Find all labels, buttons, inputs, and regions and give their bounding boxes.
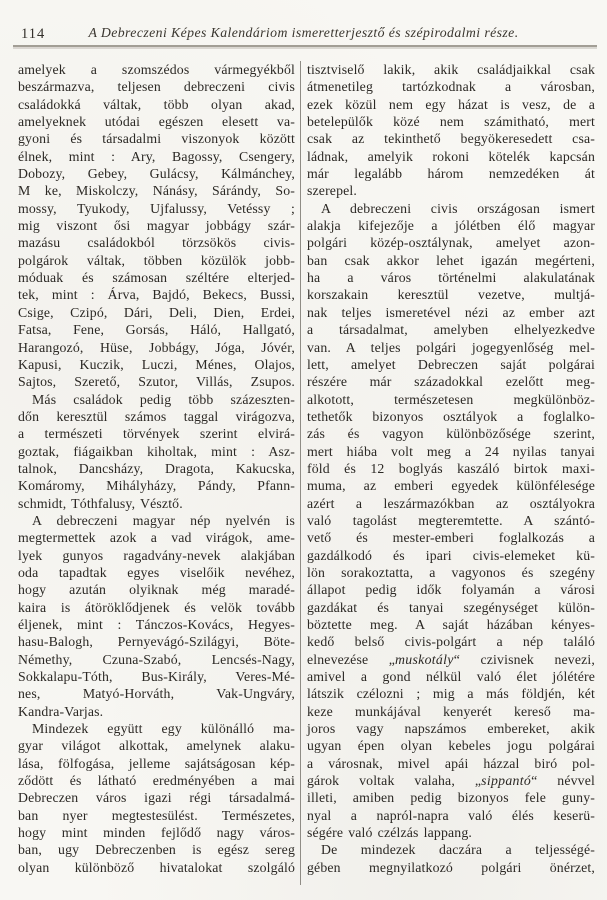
text-line: Sokkalapu-Tóth, Bus-Király, Veres-Mé- [18, 669, 295, 685]
text-line: beszármazva, teljesen debreczeni civis [18, 79, 295, 95]
text-line: Fatsa, Fene, Gorsás, Háló, Hallgató, [18, 322, 295, 338]
text-line: ségére való czélzás lappang. [307, 825, 472, 841]
text-line: Harangozó, Hüse, Jobbágy, Jóga, Jóvér, [18, 339, 295, 355]
text-line: amelyeknek utódai egészen elesett va- [18, 114, 295, 130]
text-line: kaira is átöröklődjenek és velök tovább [18, 599, 295, 615]
text-line: zás és vagyon különbözősége szerint, [307, 426, 595, 442]
text-line: amelyek a szomszédos vármegyékből [18, 62, 295, 77]
text-line: lyek gunyos ragadvány-nevek alakjában [18, 547, 295, 563]
text-line: De mindezek daczára a teljességé- [321, 842, 595, 858]
text-line: lása, fölfogása, jelleme sajátságosan kép- [18, 755, 295, 771]
running-title: A Debreczeni Képes Kalendáriom ismeretterjesztő és szépirodalmi része. [88, 25, 519, 40]
text-line: gárok voltak valaha, „sippantó“ névvel [307, 773, 595, 789]
text-line: részére már századokkal ezelőtt meg- [307, 374, 595, 390]
text-line: elnevezése „muskotály“ czivisnek nevezi, [307, 651, 595, 667]
text-line: föld és 12 boglyás kaszáló birtok maxi- [307, 460, 595, 476]
text-line: polgárok váltak, többen közülök jobb- [18, 252, 295, 268]
text-line: tethetők bizonyos osztályok a foglalko- [307, 408, 595, 424]
text-line: nyal a napról-napra való élés keserü- [307, 807, 595, 823]
text-line: mig viszont ősi magyar jobbágy szár- [18, 218, 295, 234]
text-line: lett, amelyet Debreczen saját polgárai [307, 356, 595, 372]
text-line: azért a leszármazókban az osztályokra [307, 495, 595, 511]
header-rule [13, 45, 597, 47]
text-line: Komáromy, Mihályházy, Pándy, Pfann- [18, 478, 295, 494]
text-line: móduak és számosan széltére elterjed- [18, 270, 295, 286]
text-line: a társadalmat, amelyben elhelyezkedve [307, 322, 595, 338]
text-line: mert hiába volt meg a 24 nyilas tanyai [307, 443, 595, 459]
text-line: mossy, Tyukody, Ujfalussy, Vetéssy ; [18, 200, 295, 216]
text-line: csak az tekinthető begyökeresedett csa- [307, 131, 595, 147]
page-header [0, 25, 607, 43]
text-line: lön sorakoztatta, a vagyonos és szegény [307, 564, 595, 580]
text-line: Debreczen város igazi régi társadalmá- [18, 790, 295, 806]
text-line: alkotott, természetesen megkülönböz- [307, 391, 595, 407]
text-line: ládnak, amelyik rokoni kötelék kapcsán [307, 148, 595, 164]
text-line: élnek, mint : Ary, Bagossy, Csengery, [18, 148, 295, 164]
right-column [307, 61, 595, 885]
text-line: joros vagy napszámos embereket, akik [307, 721, 595, 737]
text-line: Kandra-Varjas. [18, 703, 104, 719]
text-line: hogy azután olyiknak még maradé- [18, 582, 295, 598]
page-number: 114 [21, 26, 46, 42]
text-line: ban csak akkor lehet igazán megérteni, [307, 252, 595, 268]
text-line: átmenetileg tartózkodnak a városban, [307, 79, 595, 95]
text-line: hogy mint minden fejlődő nagy város- [18, 825, 295, 841]
text-line: A debreczeni magyar nép nyelvén is [32, 512, 295, 528]
page-body [18, 61, 595, 885]
text-line: ha a város történelmi alakulatának [307, 270, 595, 286]
text-line: M ke, Miskolczy, Nánásy, Sárándy, So- [18, 183, 295, 199]
text-line: kedő belső civis-polgárt a nép találó [307, 634, 595, 650]
text-line: van. A teljes polgári jogegyenlőség mel- [307, 339, 595, 355]
text-line: Mindezek együtt egy különálló ma- [32, 721, 295, 737]
text-line: Némethy, Czuna-Szabó, Lencsés-Nagy, [18, 651, 295, 667]
text-line: tisztviselő lakik, akik családjaikkal csak [307, 62, 595, 77]
text-line: ződött és látható eredményében a mai [18, 773, 295, 789]
text-line: oda tapadtak egyes viselőik nevéhez, [18, 564, 295, 580]
text-line: hasu-Balogh, Pernyevágó-Szilágyi, Böte- [18, 634, 295, 650]
text-line: amivel a gond nélkül való élet jólétére [307, 669, 595, 685]
text-line: ezek közül nem egy házat is vesz, de a [307, 96, 595, 112]
text-line: a természeti törvények szerint elvirá- [18, 426, 295, 442]
text-line: vető és mester-emberi foglalkozás a [307, 530, 595, 546]
text-line: éljenek, mint : Tánczos-Kovács, Hegyes- [18, 617, 295, 632]
text-line: polgári közép-osztálynak, amelyet azon- [307, 235, 595, 251]
text-line: szerepel. [307, 183, 357, 199]
text-line: a városnak, mivel apái házzal biró pol- [307, 755, 595, 771]
text-line: való tagolást megteremtette. A szántó- [307, 512, 595, 528]
text-line: illeti, amiben pedig bizonyos fele guny- [307, 790, 595, 806]
text-line: gyoni és társadalmi viszonyok között [18, 131, 295, 147]
left-column [18, 61, 295, 885]
text-line: gazdákat és tanyai szegénységet külön- [307, 599, 595, 615]
text-line: gében megnyilatkozó polgári önérzet, [307, 859, 595, 875]
text-line: schmidt, Tóthfalusy, Vésztő. [18, 495, 183, 511]
text-line: alakja kifejezője a jólétben élő magyar [307, 218, 595, 234]
text-line: gazdálkodó és ipari civis-elemeket kü- [307, 547, 595, 563]
text-line: családokká váltak, több olyan akad, [18, 96, 295, 112]
text-line: már legalább három nemzedéken át [307, 166, 595, 182]
text-line: ugyan épen olyan kebeles jogu polgárai [307, 738, 595, 754]
text-line: nes, Matyó-Horváth, Vak-Ungváry, [18, 686, 295, 702]
text-line: nak teljes ismeretével nézi az ember azt [307, 304, 595, 320]
text-line: dőn keresztül számos taggal virágozva, [18, 408, 295, 424]
text-line: goztak, fiágaikban kiholtak, mint : Asz- [18, 443, 295, 459]
text-line: betelepülők közé nem számitható, mert [307, 114, 595, 130]
text-line: muma, az emberi egyedek különfélesége [307, 478, 595, 494]
text-line: látszik czélozni ; mig a más földjén, két [307, 686, 595, 702]
text-line: állapot pedig idők folyamán a városi [307, 582, 595, 598]
text-line: mazásu családokból törzsökös civis- [18, 235, 295, 251]
text-line: gyar világot alkottak, amelynek alaku- [18, 738, 295, 754]
text-line: Sajtos, Szerető, Szutor, Villás, Zsupos. [18, 374, 295, 390]
text-line: Kapusi, Kuczik, Luczi, Ménes, Olajos, [18, 356, 295, 372]
text-line: tek, mint : Árva, Bajdó, Bekecs, Bussi, [18, 287, 295, 303]
text-line: ban nyer megtestesülést. Természetes, [18, 807, 295, 823]
text-line: korszakain keresztül vezetve, multjá- [307, 287, 595, 303]
text-line: Dobozy, Gebey, Gulácsy, Kálmánchey, [18, 166, 295, 182]
text-line: ban, ugy Debreczenben is egész sereg [18, 842, 295, 858]
text-line: megtermettek azok a vad virágok, ame- [18, 530, 295, 546]
text-line: Csige, Czipó, Dári, Deli, Dien, Erdei, [18, 304, 295, 320]
text-line: talnok, Dancsházy, Dragota, Kakucska, [18, 460, 295, 476]
text-line: keze munkájával kenyerét kereső ma- [307, 703, 595, 719]
text-line: böztette meg. A saját házában kényes- [307, 617, 595, 632]
column-divider [300, 61, 301, 885]
text-line: olyan különböző hivatalokat szolgáló [18, 859, 295, 875]
text-line: A debreczeni civis országosan ismert [321, 200, 595, 216]
text-line: Más családok pedig több százeszten- [32, 391, 295, 407]
